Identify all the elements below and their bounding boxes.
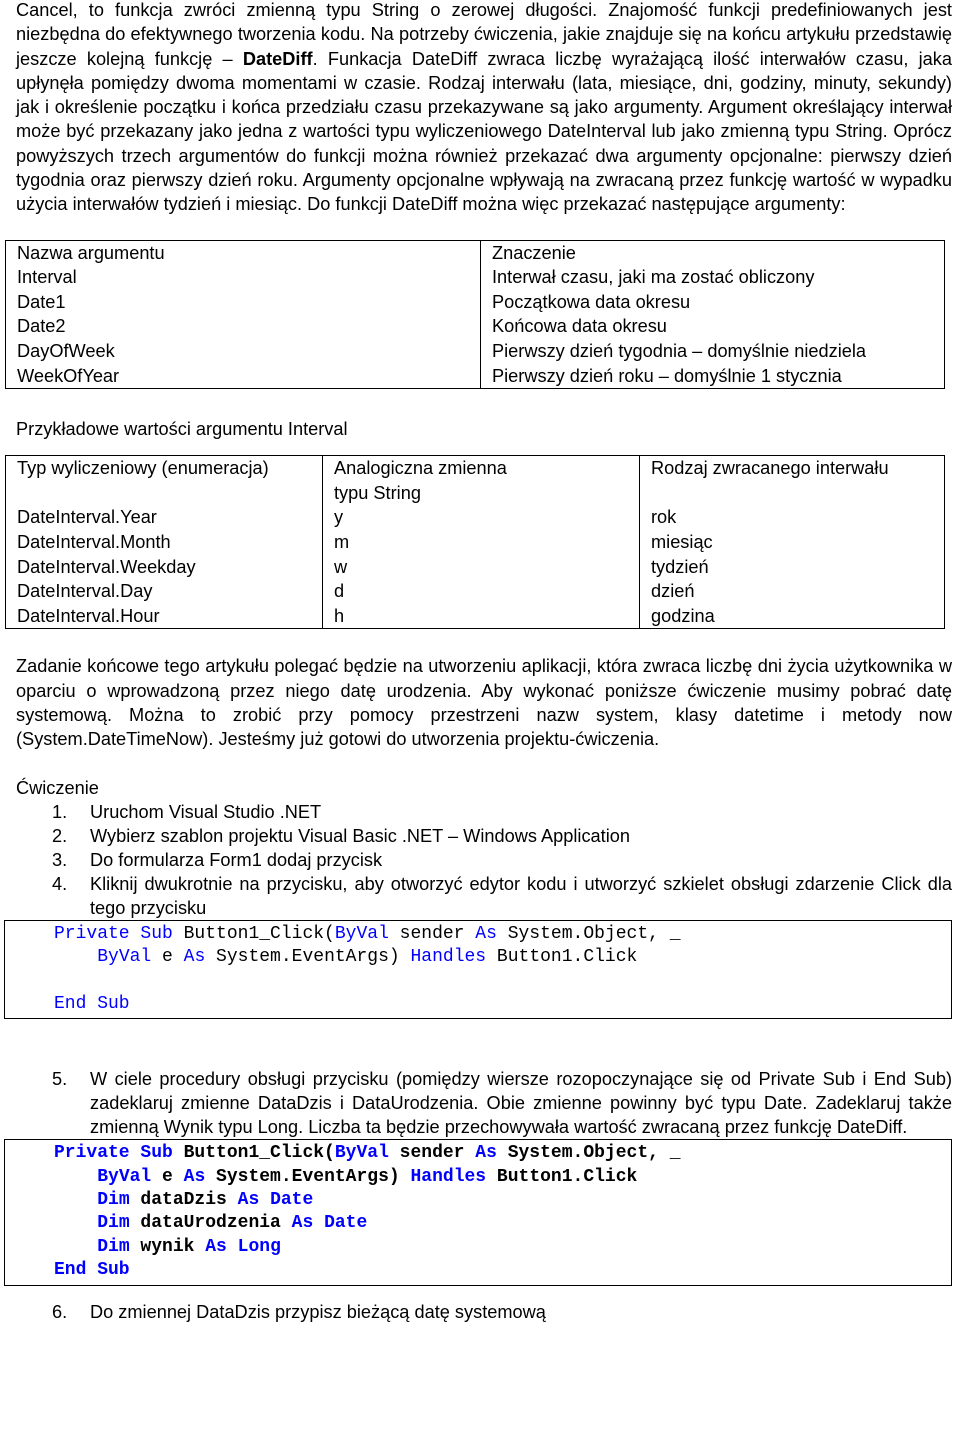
step-text: Do zmiennej DataDzis przypisz bieżącą datę systemową — [90, 1301, 546, 1322]
column-header: Rodzaj zwracanego interwału — [651, 458, 889, 479]
keyword: As — [475, 1143, 497, 1164]
keyword: End Sub — [54, 993, 130, 1014]
keyword: Dim — [97, 1190, 130, 1211]
code-text: wynik — [129, 1236, 206, 1257]
spacer-line — [17, 481, 322, 506]
interval-kind: miesiąc — [651, 532, 713, 553]
code-text — [227, 1237, 238, 1257]
keyword: As — [183, 946, 206, 967]
enum-value: DateInterval.Weekday — [17, 556, 196, 577]
keyword: Dim — [97, 1236, 130, 1257]
code-text: Button1_Click( — [172, 1143, 335, 1164]
intro-paragraph — [16, 0, 952, 217]
interval-caption: Przykładowe wartości argumentu Interval — [16, 419, 348, 440]
keyword: As — [237, 1190, 260, 1211]
step-text: Uruchom Visual Studio .NET — [90, 801, 322, 822]
code-text — [313, 1213, 324, 1233]
argument-name: Interval — [17, 267, 77, 288]
steps-list-2 — [16, 1067, 952, 1139]
keyword: Private Sub — [54, 1143, 173, 1164]
list-item — [16, 872, 952, 920]
code-text: e — [151, 946, 184, 967]
interval-kind: dzień — [651, 581, 695, 602]
intro-text-1: Cancel, to funkcja zwróci zmienną typu String o zerowej długości. Znajomość funkcji predefiniowanych jest niezbędna do efektywnego tworzenia kodu. Na potrzeby ćwiczenia, jakie znajduje się na końcu artykułu przedstawię jeszcze kolejną funkcję – — [16, 0, 952, 69]
code-text: Button1_Click( — [172, 923, 335, 944]
keyword: ByVal — [97, 946, 152, 967]
keyword: Dim — [97, 1213, 130, 1234]
code-text: System.Object, _ — [496, 923, 681, 944]
datediff-term: DateDiff — [242, 48, 313, 69]
column-header: Znaczenie — [492, 242, 576, 263]
string-value: m — [334, 532, 350, 553]
code-text: Button1.Click — [486, 1166, 638, 1187]
enum-value: DateInterval.Day — [17, 581, 153, 602]
argument-meaning: Pierwszy dzień roku – domyślnie 1 stycznia — [492, 365, 842, 386]
list-item — [16, 824, 952, 848]
argument-name: DayOfWeek — [17, 341, 115, 362]
enum-value: DateInterval.Hour — [17, 605, 160, 626]
argument-meaning: Początkowa data okresu — [492, 291, 691, 312]
argument-meaning: Pierwszy dzień tygodnia – domyślnie niedziela — [492, 341, 867, 362]
step-number: 6. — [52, 1301, 68, 1322]
code-block-1 — [4, 920, 952, 1020]
step-number: 4. — [52, 873, 68, 894]
argument-meaning: Interwał czasu, jaki ma zostać obliczony — [492, 267, 815, 288]
interval-kind: tydzień — [651, 556, 709, 577]
code-text: dataDzis — [129, 1190, 238, 1211]
argument-name: WeekOfYear — [17, 365, 120, 386]
column-header: Nazwa argumentu — [17, 242, 165, 263]
table-cell — [6, 456, 323, 629]
code-text — [259, 1190, 270, 1210]
exercise-heading: Ćwiczenie — [16, 777, 99, 798]
table-row — [6, 240, 945, 389]
keyword: ByVal — [334, 1143, 389, 1164]
code-text: sender — [388, 1143, 476, 1164]
keyword: Handles — [410, 946, 487, 967]
keyword: Long — [237, 1236, 281, 1257]
step-number: 1. — [52, 801, 68, 822]
keyword: Date — [270, 1190, 314, 1211]
arguments-table — [5, 240, 945, 390]
code-text: dataUrodzenia — [129, 1213, 292, 1234]
keyword: End Sub — [54, 1260, 130, 1281]
code-text: Button1.Click — [486, 946, 638, 967]
list-item — [16, 1300, 952, 1324]
string-value: d — [334, 581, 345, 602]
table-cell — [481, 240, 945, 389]
table-cell — [6, 240, 481, 389]
code-text: e — [151, 1166, 184, 1187]
code-block-2 — [4, 1139, 952, 1285]
final-task-paragraph: Zadanie końcowe tego artykułu polegać będzie na utworzeniu aplikacji, która zwraca liczbę dni życia użytkownika w oparciu o wprowadzoną przez niego datę urodzenia. Aby wykonać poniższe ćwiczenie musimy pobrać datę systemową. Można to zrobić przy pomocy przestrzeni nazw system, klasy datetime i metody now (System.DateTimeNow). Jesteśmy już gotowi do utworzenia projektu-ćwiczenia. — [16, 656, 952, 750]
keyword: As — [205, 1236, 227, 1257]
argument-name: Date1 — [17, 291, 66, 312]
keyword: As — [291, 1213, 314, 1234]
steps-list — [16, 800, 952, 920]
code-text: System.EventArgs) — [205, 1166, 411, 1187]
step-text: Do formularza Form1 dodaj przycisk — [90, 849, 383, 870]
step-text: W ciele procedury obsługi przycisku (pomiędzy wiersze rozopoczynające się od Private Sub i End Sub) zadeklaruj zmienne DataDzis i DataUrodzenia. Obie zmienne powinny być typu Date. Zadeklaruj także zmienną Wynik typu Long. Liczba ta będzie przechowywała wartość zwracaną przez funkcję DateDiff. — [90, 1069, 952, 1138]
keyword: As — [183, 1166, 206, 1187]
interval-kind: godzina — [651, 605, 715, 626]
table-cell — [323, 456, 640, 629]
intro-text-2: . Funkacja DateDiff zwraca liczbę wyrażającą ilość interwałów czasu, jaka upłynęła pomiędzy dwoma momentami w czasie. Rodzaj interwału (lata, miesiące, dni, godziny, minuty, sekundy) jak i określenie początku i końca przedziału czasu przekazywane są jako argumenty. Argument określający interwał może być przekazany jako jedna z wartości typu wyliczeniowego DateInterval lub jako zmienną typu String. Oprócz powyższych trzech argumentów do funkcji można również przekazać dwa argumenty opcjonalne: pierwszy dzień tygodnia oraz pierwszy dzień roku. Argumenty opcjonalne wpływają na zwracaną przez funkcję wartość w wypadku użycia interwałów tydzień i miesiąc. Do funkcji DateDiff można więc przekazać następujące argumenty: — [16, 48, 952, 215]
document-page — [16, 0, 952, 1324]
enum-value: DateInterval.Month — [17, 532, 171, 553]
step-number: 5. — [52, 1069, 68, 1090]
step-number: 2. — [52, 825, 68, 846]
column-header-line-2: typu String — [334, 482, 421, 503]
column-header: Analogiczna zmienna — [334, 458, 507, 479]
list-item — [16, 1067, 952, 1139]
step-text: Wybierz szablon projektu Visual Basic .NET – Windows Application — [90, 825, 630, 846]
list-item — [16, 848, 952, 872]
string-value: h — [334, 605, 345, 626]
enum-value: DateInterval.Year — [17, 507, 157, 528]
code-text: System.Object, _ — [496, 1143, 681, 1164]
string-value: w — [334, 556, 348, 577]
keyword: Private Sub — [54, 923, 173, 944]
code-text: sender — [388, 923, 476, 944]
string-value: y — [334, 507, 344, 528]
argument-name: Date2 — [17, 316, 66, 337]
interval-kind: rok — [651, 507, 677, 528]
column-header: Typ wyliczeniowy (enumeracja) — [17, 458, 269, 479]
keyword: ByVal — [97, 1166, 152, 1187]
interval-table — [5, 455, 945, 629]
keyword: ByVal — [334, 923, 389, 944]
spacer-line — [651, 481, 944, 506]
keyword: As — [475, 923, 497, 944]
list-item — [16, 800, 952, 824]
step-number: 3. — [52, 849, 68, 870]
keyword: Handles — [410, 1166, 487, 1187]
steps-list-3 — [16, 1300, 952, 1324]
table-cell — [640, 456, 945, 629]
step-text: Kliknij dwukrotnie na przycisku, aby otworzyć edytor kodu i utworzyć szkielet obsługi zdarzenie Click dla tego przycisku — [90, 873, 952, 918]
keyword: Date — [324, 1213, 368, 1234]
code-text: System.EventArgs) — [205, 946, 411, 967]
table-row — [6, 456, 945, 629]
argument-meaning: Końcowa data okresu — [492, 316, 667, 337]
